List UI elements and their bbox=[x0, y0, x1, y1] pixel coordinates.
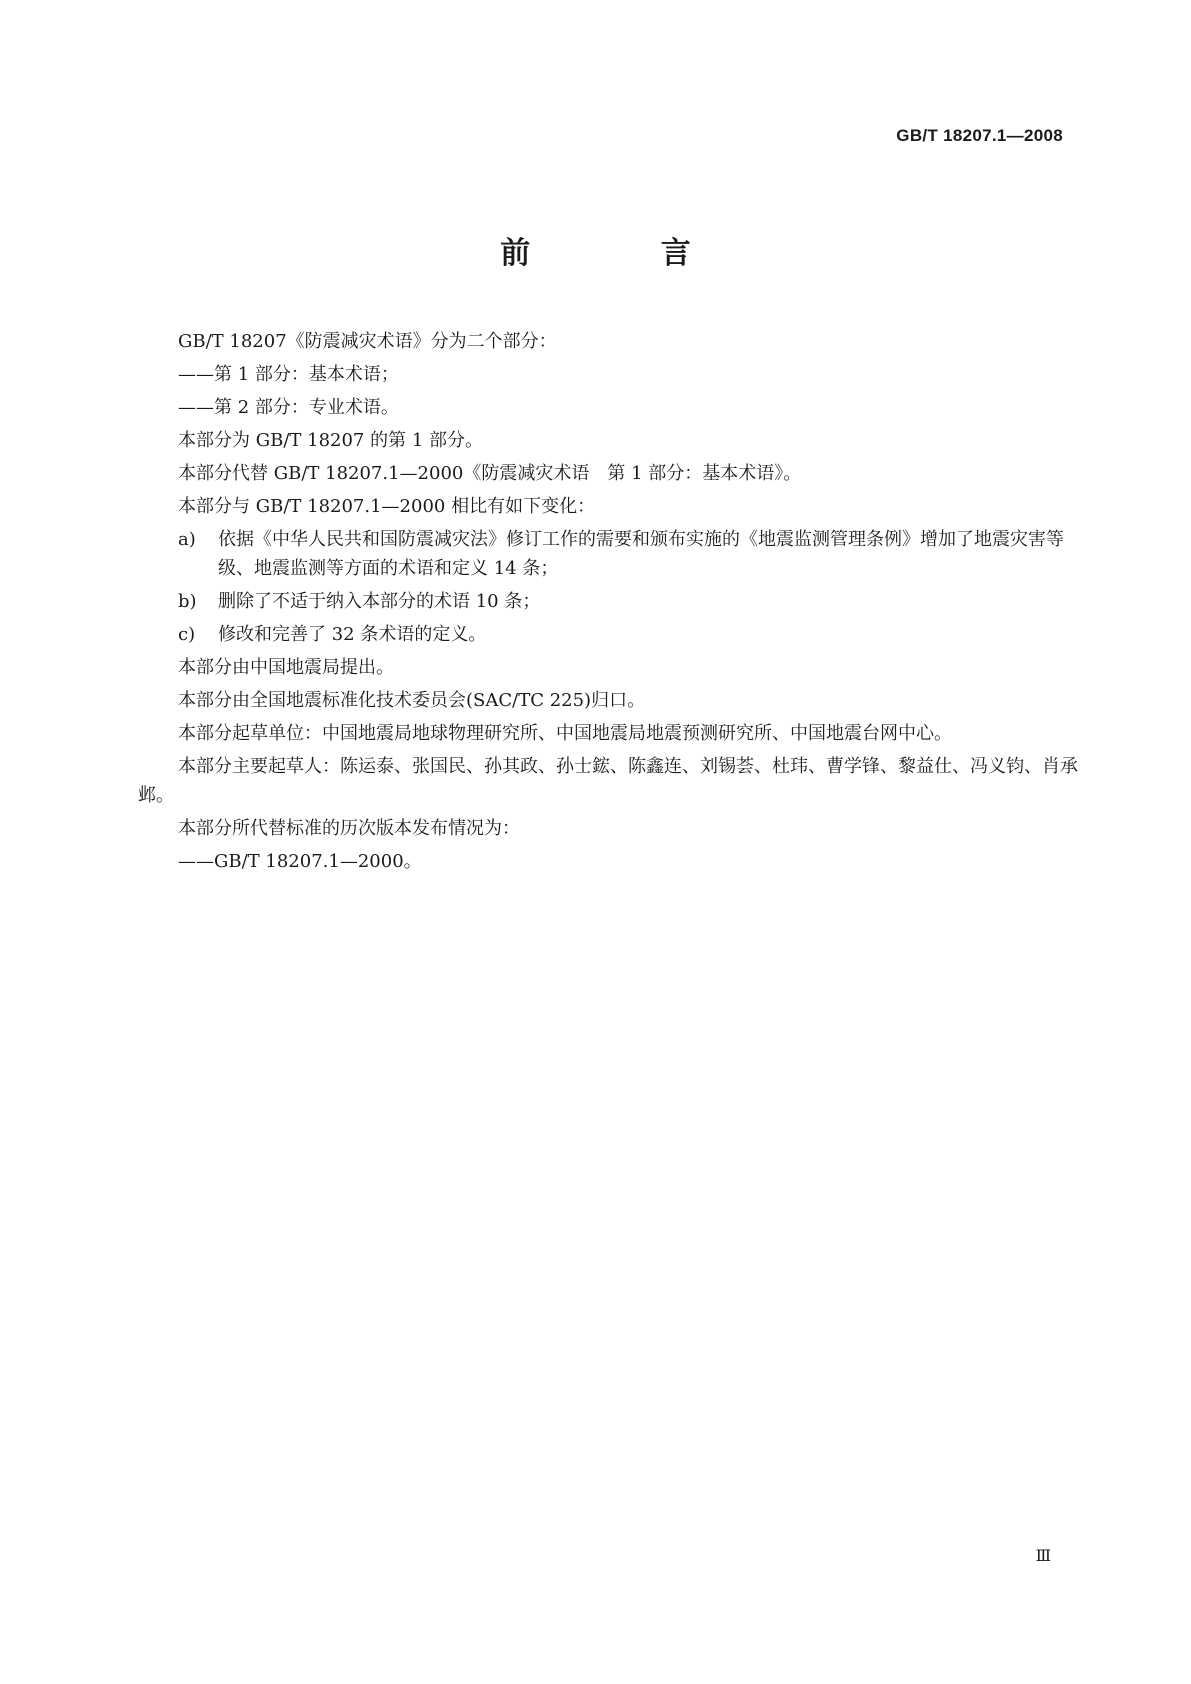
change-item bbox=[138, 620, 1078, 649]
change-item bbox=[138, 525, 1078, 583]
paragraph: 本部分起草单位：中国地震局地球物理研究所、中国地震局地震预测研究所、中国地震台网中心。 bbox=[178, 723, 952, 744]
change-item-label: a) bbox=[178, 529, 196, 550]
change-item-label: c) bbox=[178, 624, 196, 645]
foreword-body bbox=[138, 327, 1078, 880]
change-item-label: b) bbox=[178, 591, 197, 612]
paragraph: 本部分与 GB/T 18207.1—2000 相比有如下变化： bbox=[178, 496, 596, 517]
change-item-text: 修改和完善了 32 条术语的定义。 bbox=[218, 624, 487, 645]
change-item bbox=[138, 587, 1078, 616]
paragraph: GB/T 18207《防震减灾术语》分为二个部分： bbox=[178, 331, 557, 352]
paragraph: 本部分由全国地震标准化技术委员会(SAC/TC 225)归口。 bbox=[178, 690, 646, 711]
standard-number: GB/T 18207.1—2008 bbox=[896, 126, 1063, 145]
paragraph: ——第 1 部分：基本术语； bbox=[178, 364, 399, 385]
paragraph: 本部分为 GB/T 18207 的第 1 部分。 bbox=[178, 430, 483, 451]
change-item-text: 删除了不适于纳入本部分的术语 10 条； bbox=[218, 591, 541, 612]
paragraph: ——GB/T 18207.1—2000。 bbox=[178, 851, 422, 872]
paragraph: ——第 2 部分：专业术语。 bbox=[178, 397, 399, 418]
page-number: Ⅲ bbox=[1035, 1546, 1051, 1565]
paragraph: 本部分所代替标准的历次版本发布情况为： bbox=[178, 818, 520, 839]
page-title: 前 言 bbox=[500, 236, 751, 271]
paragraph: 本部分代替 GB/T 18207.1—2000《防震减灾术语 第 1 部分：基本术语》。 bbox=[178, 463, 802, 484]
paragraph: 本部分主要起草人：陈运泰、张国民、孙其政、孙士鋐、陈鑫连、刘锡荟、杜玮、曹学锋、黎益仕、冯义钧、肖承邺。 bbox=[138, 756, 1078, 806]
change-item-text: 依据《中华人民共和国防震减灾法》修订工作的需要和颁布实施的《地震监测管理条例》增加了地震灾害等级、地震监测等方面的术语和定义 14 条； bbox=[218, 529, 1064, 579]
paragraph: 本部分由中国地震局提出。 bbox=[178, 657, 394, 678]
